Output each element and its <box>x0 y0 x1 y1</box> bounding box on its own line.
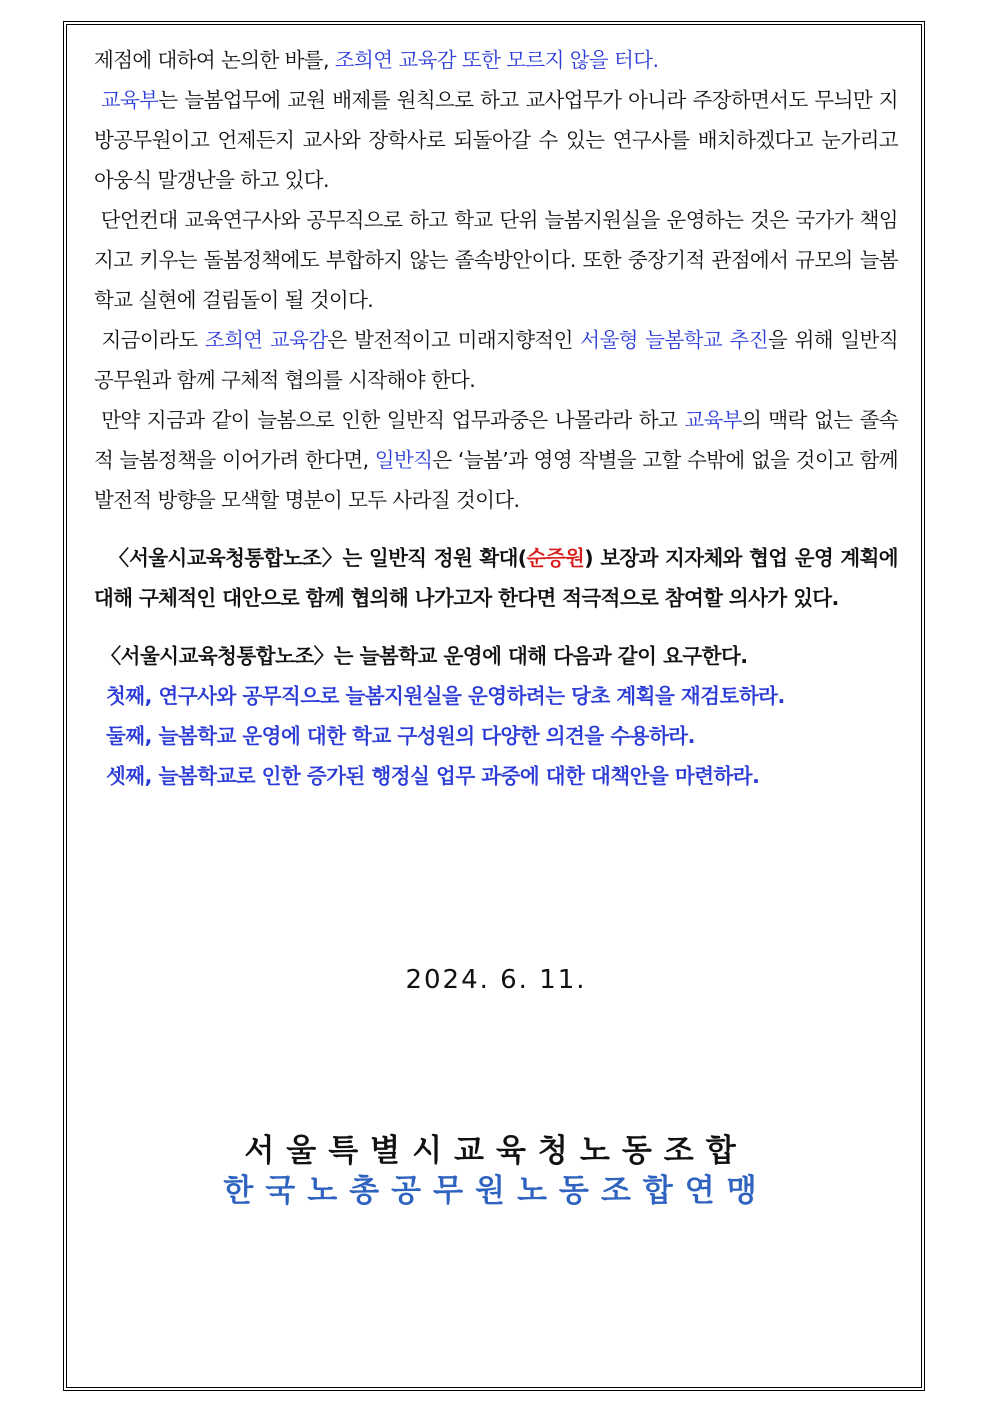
paragraph-4-text-a: 지금이라도 <box>101 328 205 352</box>
demand-item-2: 둘째, 늘봄학교 운영에 대한 학교 구성원의 다양한 의견을 수용하라. <box>106 724 695 748</box>
paragraph-2-text: 는 늘봄업무에 교원 배제를 원칙으로 하고 교사업무가 아니라 주장하면서도 무늬만 지방공무원이고 언제든지 교사와 장학사로 되돌아갈 수 있는 연구사를 배치하겠다고 눈가리고 아웅식 말갱난을 하고 있다. <box>94 88 898 192</box>
statement-body <box>94 40 898 796</box>
paragraph-5-text-a: 만약 지금과 같이 늘봄으로 인한 일반직 업무과중은 나몰라라 하고 <box>101 408 685 432</box>
paragraph-4 <box>94 320 898 400</box>
paragraph-2-highlight: 교육부 <box>100 88 159 112</box>
demands-intro <box>94 636 898 676</box>
paragraph-6 <box>94 538 898 618</box>
paragraph-5 <box>94 400 898 520</box>
paragraph-1-highlight: 조희연 교육감 또한 모르지 않을 터다. <box>334 48 659 72</box>
spacer <box>94 618 898 636</box>
paragraph-5-text-b: 의 맥락 없는 졸속적 늘봄정책을 이어가려 한다면, <box>94 408 899 472</box>
demands-intro-text: 〈서울시교육청통합노조〉는 늘봄학교 운영에 대해 다음과 같이 요구한다. <box>100 644 748 668</box>
org-name-primary: 서울특별시교육청노동조합 <box>244 1133 748 1169</box>
org-name-secondary: 한국노총공무원노동조합연맹 <box>223 1173 769 1209</box>
statement-date: 2024. 6. 11. <box>405 965 587 995</box>
paragraph-6-text-b: ) 보장과 지자체와 협업 운영 계획에 대해 구체적인 대안으로 함께 협의해 나가고자 한다면 적극적으로 참여할 의사가 있다. <box>94 546 899 610</box>
paragraph-5-highlight-a: 교육부 <box>684 408 743 432</box>
paragraph-5-text-c: 은 ‘늘봄’과 영영 작별을 고할 수밖에 없을 것이고 함께 발전적 방향을 모색할 명분이 모두 사라질 것이다. <box>94 448 898 512</box>
paragraph-2 <box>94 80 898 200</box>
paragraph-4-text-b: 은 발전적이고 미래지향적인 <box>327 328 581 352</box>
demand-item-1: 첫째, 연구사와 공무직으로 늘봄지원실을 운영하려는 당초 계획을 재검토하라. <box>106 684 785 708</box>
paragraph-4-text-c: 을 위해 일반직공무원과 함께 구체적 협의를 시작해야 한다. <box>94 328 899 392</box>
paragraph-4-highlight-a: 조희연 교육감 <box>204 328 328 352</box>
paragraph-6-highlight: 순증원 <box>526 546 585 570</box>
paragraph-6-text-a: 〈서울시교육청통합노조〉는 일반직 정원 확대( <box>108 546 527 570</box>
paragraph-3-text: 단언컨대 교육연구사와 공무직으로 하고 학교 단위 늘봄지원실을 운영하는 것은 국가가 책임지고 키우는 돌봄정책에도 부합하지 않는 졸속방안이다. 또한 중장기적 관점에서 규모의 늘봄학교 실현에 걸림돌이 될 것이다. <box>94 208 898 312</box>
demand-item-3: 셋째, 늘봄학교로 인한 증가된 행정실 업무 과중에 대한 대책안을 마련하라. <box>106 764 760 788</box>
paragraph-3 <box>94 200 898 320</box>
spacer <box>94 520 898 538</box>
paragraph-5-highlight-b: 일반직 <box>374 448 433 472</box>
paragraph-4-highlight-b: 서울형 늘봄학교 추진 <box>580 328 768 352</box>
paragraph-1 <box>94 40 898 80</box>
paragraph-1-text: 제점에 대하여 논의한 바를, <box>94 48 335 72</box>
